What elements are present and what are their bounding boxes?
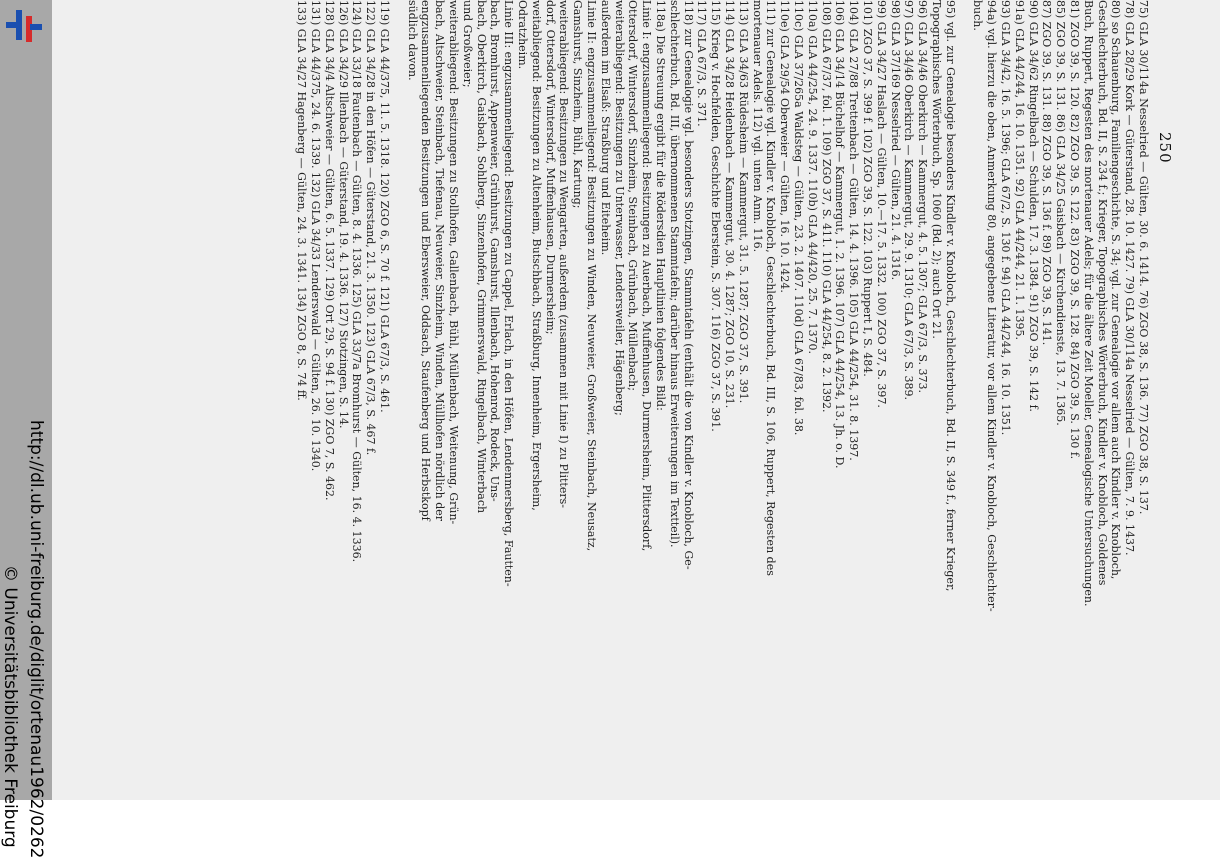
text-line: 114) GLA 34/28 Heidenbach — Kammergut, 30. 4. 1287; ZGO 10, S. 231. <box>723 0 736 409</box>
text-line: außerdem im Elsaß: Straßburg und Eiteheim. <box>598 0 612 256</box>
text-line: 104) GLA 27/88 Trettenbach — Gülten, 14. 4. 1396. 105) GLA 44/254, 31. 8. 1397. <box>847 0 861 461</box>
text-line: 94a) vgl. hierzu die oben, Anmerkung 80, angegebene Literatur, vor allem Kindler v. Knobloch, Geschlechter- <box>985 0 999 612</box>
text-line: Linie II: engzusammenliegend: Besitzungen zu Winden, Neuweier, Großweier, Steinbach, Neusatz, <box>585 0 598 552</box>
text-line: Gamshurst, Sinzheim, Bühl, Kartung; <box>571 0 585 209</box>
text-line: 128) GLA 34/4 Altschweier — Gülten, 6. 5. 1337. 129) Ort 29, S. 94 f. 130) ZGO 7, S. 462. <box>322 0 336 501</box>
text-line: 75) GLA 30/114a Nesselried — Gülten, 30. 6. 1414. 76) ZGO 38, S. 136. 77) ZGO 38, S. 137. <box>1137 0 1150 515</box>
text-line: buch. <box>971 0 985 31</box>
text-line: weiterabliegend: Besitzungen zu Stollhofen, Gallenbach, Bühl, Müllenbach, Weitenung, Grün- <box>447 0 460 525</box>
text-line: 97) GLA 34/46 Oberkirch — Kammergut, 29. 9. 1310; GLA 67/3, S. 389. <box>902 0 916 401</box>
text-line: 118a) Die Streuung ergibt für die Rödersdien Hauptlinien folgendes Bild: <box>654 0 667 411</box>
scanned-page <box>52 0 1220 800</box>
text-line: 110e) GLA 29/54 Oberweier — Gülten, 16. 10. 1424. <box>778 0 792 293</box>
viewer-sidebar <box>0 0 52 858</box>
text-line: 78) GLA 28/29 Kork — Güterstand, 28. 10. 1427. 79) GLA 30/114a Nesselried — Gülten, 7. 9. 1437. <box>1123 0 1137 556</box>
text-line: schlechterbuch, Bd. III, übernommenen Stammtafeln; darüber hinaus Erweiterungen im Textteil). <box>667 0 681 548</box>
source-url[interactable]: http://dl.ub.uni-freiburg.de/diglit/ortenau1962/0262 <box>26 420 46 858</box>
text-line: 117) GLA 67/3, S. 371. <box>695 0 709 127</box>
text-line: 81) ZGO 39, S. 120. 82) ZGO 39, S. 122. 83) ZGO 39, S. 128. 84) ZGO 39, S. 130 f. <box>1068 0 1081 460</box>
text-line: 118) zur Genealogie vgl. besonders Stotzingen, Stammtafeln (enthält die von Kindler v. Knobloch, Ge- <box>681 0 695 570</box>
text-line: und Großweier; <box>460 0 474 88</box>
text-line: weitabliegend: Besitzungen zu Altenheim, Butschbach, Straßburg, Innenheim, Ergersheim, <box>529 0 543 511</box>
text-line: 110a) GLA 44/254, 24. 9. 1337. 110b) GLA 44/420, 25. 7. 1370. <box>805 0 819 355</box>
text-line: 106) GLA 34/14 Büchelhof — Kammergut, 1. 2. 1396. 107) GLA 44/254, 13. Jh. o. D. <box>833 0 847 469</box>
text-line: 119) GLA 44/375, 11. 5. 1318. 120) ZGO 6, S. 70 f. 121) GLA 67/3, S. 461. <box>378 0 391 413</box>
text-line: 98) GLA 37/169 Nesselried — Gülten, 21. 4. 1316. <box>888 0 902 281</box>
text-line: 95) vgl. zur Genealogie besonders Kindler v. Knobloch, Geschlechterbuch, Bd. II, S. 349 f., ferner Krieger, <box>943 0 957 592</box>
text-line: 101) ZGO 37, S. 399 f. 102) ZGO 39, S. 122. 103) Ruppert I, S. 484. <box>861 0 874 377</box>
text-line: engzusammenliegenden Besitzungen und Ebersweier, Oddsach, Staufenberg und Herbstkopf <box>419 0 433 521</box>
text-line: südlich davon. <box>405 0 419 81</box>
text-line: 133) GLA 34/27 Hagenberg — Gülten, 24. 3. 1341. 134) ZGO 8, S. 74 ff. <box>295 0 309 401</box>
text-line: bach, Bromhurst, Appenweier, Grünhurst, Gamshurst, Illenbach, Hohenrod, Rodeck, Uns- <box>488 0 502 502</box>
text-line: 87) ZGO 39, S. 131. 88) ZGO 39, S. 136 f. 89) ZGO 39, S. 141. <box>1040 0 1054 346</box>
text-line: 85) ZGO 39, S. 131. 86) GLA 34/25 Gaisbach — Kirchendienste, 13. 7. 1365. <box>1054 0 1068 426</box>
text-line: 108) GLA 67/37, fol. 1. 109) ZGO 37, S. 411. 110) GLA 44/254, 8. 2. 1392. <box>819 0 833 413</box>
text-line: 122) GLA 34/28 in den Höfen — Güterstand, 21. 3. 1350. 123) GLA 67/3, S. 467 f. <box>364 0 378 456</box>
text-line: 110c) GLA 37/265a Waldsteg — Gülten, 23. 2. 1407. 110d) GLA 67/83, fol. 38. <box>792 0 805 436</box>
text-line: Buch, Ruppert, Regesten des mortenauer Adels; für die ältere Zeit Moeller, Genealogische Untersuchungen. <box>1081 0 1095 607</box>
text-line: mortenauer Adels. 112) vgl. unten Anm. 116. <box>750 0 764 253</box>
text-line: Ottersdorf, Wintersdorf, Sinzheim, Steinbach, Grünbach, Müllenbach; <box>626 0 640 391</box>
text-line: Geschlechterbuch, Bd. II, S. 234 f.; Krieger, Topographisches Wörterbuch, Kindler v. Knobloch, Goldenes <box>1095 0 1109 586</box>
text-line: weiterabliegend: Besitzungen zu Wengarten, außerdem (zusammen mit Linie I) zu Plitters- <box>557 0 571 508</box>
text-line: Linie III: engzusammenliegend: Besitzungen zu Cappel, Erlach, in den Höfen, Lendenmersberg, Fautten- <box>502 0 516 587</box>
text-line: 115) Krieg v. Hochfelden, Geschichte Eberstein, S. 307. 116) ZGO 37, S. 391. <box>709 0 723 432</box>
text-line: 99) GLA 34/27 Haslach — Gülten, 10.—17. 5. 1332. 100) ZGO 37, S. 397. <box>874 0 888 408</box>
text-line: 93) GLA 34/42, 16. 5. 1396; GLA 67/2, S. 130 f. 94) GLA 44/244, 16. 10. 1351. <box>999 0 1012 436</box>
text-line: 91a) GLA 44/244, 16. 10. 1351. 92) GLA 44/244, 21. 1. 1395. <box>1012 0 1026 341</box>
ub-freiburg-logo <box>4 6 44 46</box>
text-line: bach, Altschweier, Steinbach, Tiefenau, Neuweier, Sinzheim, Winden, Müllhofen nördlich der <box>433 0 447 522</box>
text-line: Linie I: engzusammenliegend: Besitzungen zu Auerbach, Muffenhusen, Durmersheim, Plittersdorf, <box>640 0 654 552</box>
text-line: bach, Oberkirch, Gaisbach, Sohlberg, Sinzenhofen, Grimmerswald, Ringelbach, Winterbach <box>474 0 488 514</box>
text-line: 113) GLA 34/63 Rüdesheim — Kammergut, 31. 5. 1287; ZGO 37, S. 391. <box>736 0 750 404</box>
text-line: Odratzheim. <box>516 0 529 70</box>
copyright-notice: © Universitätsbibliothek Freiburg <box>0 565 20 848</box>
rotated-page-content <box>172 0 1172 800</box>
text-line: Topographisches Wörterbuch, Sp. 1060 (Bd. 2); auch Ort 21. <box>930 0 943 339</box>
page-number: 250 <box>1156 132 1174 164</box>
text-line: weiterabliegend: Besitzungen zu Unterwasser, Lendersweiler, Hägenberg; <box>612 0 626 416</box>
text-line: 80) so Schauenburg, Familiengeschichte, S. 34; vgl. zur Genealogie vor allem auch Kindler v. Knobloch, <box>1109 0 1123 580</box>
text-line: 96) GLA 34/46 Oberkirch — Kammergut, 4. 5. 1307; GLA 67/3, S. 373. <box>916 0 930 394</box>
text-line: 111) zur Genealogie vgl. Kindler v. Knobloch, Geschlechterbuch, Bd. III, S. 106, Ruppert, Regesten des <box>764 0 778 576</box>
text-line: 90) GLA 34/62 Ringelbach — Schulden, 17. 3. 1384. 91) ZGO 39, S. 142 f. <box>1026 0 1040 412</box>
text-line: 126) GLA 34/29 Illenbach — Güterstand, 19. 4. 1336. 127) Stotzingen, S. 14. <box>336 0 350 429</box>
text-line: dorf, Ottersdorf, Wintersdorf, Muffenhausen, Durmersheim; <box>543 0 557 335</box>
text-line: 131) GLA 44/375, 24. 6. 1339. 132) GLA 34/33 Lenderswald — Gülten, 26. 10. 1340. <box>309 0 322 472</box>
text-line: 124) GLA 33/18 Fautenbach — Gülten, 8. 4. 1336. 125) GLA 33/7a Bromhurst — Gülten, 16. 4. 1336. <box>350 0 364 563</box>
